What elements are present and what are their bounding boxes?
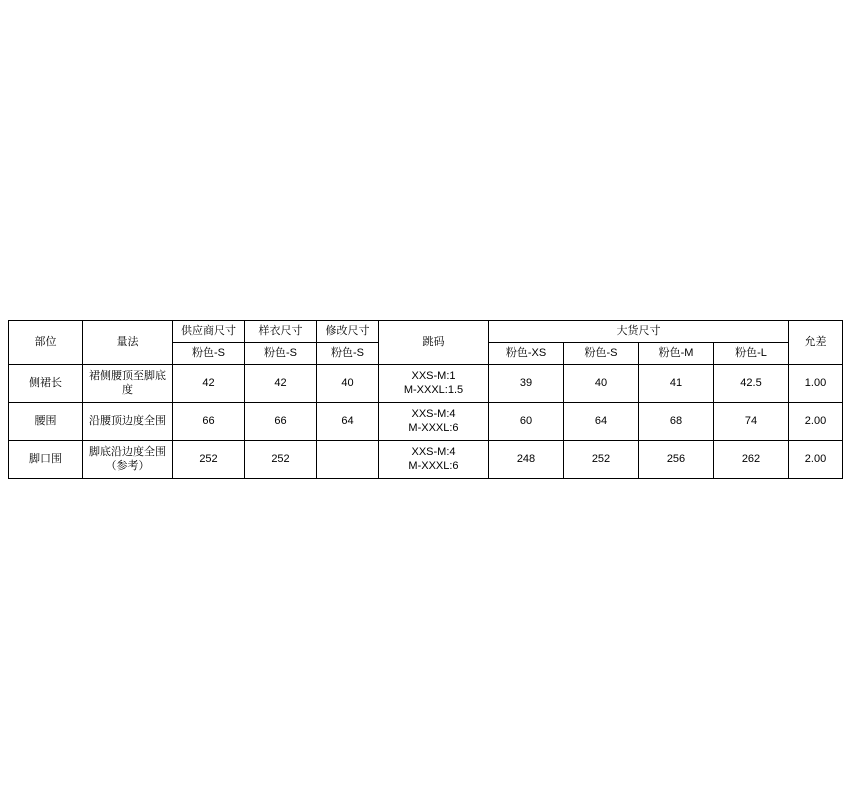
header-supplier-size: 供应商尺寸	[173, 321, 245, 343]
header-bulk-l: 粉色-L	[714, 343, 789, 365]
cell-modified: 40	[317, 365, 379, 403]
header-modified-size: 修改尺寸	[317, 321, 379, 343]
cell-bulk-m: 256	[639, 441, 714, 479]
cell-tolerance: 1.00	[789, 365, 843, 403]
cell-bulk-s: 64	[564, 403, 639, 441]
cell-jump	[379, 403, 489, 441]
cell-sample: 42	[245, 365, 317, 403]
jump-line-2: M-XXXL:6	[408, 459, 459, 472]
cell-method: 沿腰顶边度全围	[83, 403, 173, 441]
cell-bulk-l: 42.5	[714, 365, 789, 403]
jump-line-2: M-XXXL:6	[408, 421, 459, 434]
header-jump: 跳码	[379, 321, 489, 365]
cell-modified: 64	[317, 403, 379, 441]
header-method: 量法	[83, 321, 173, 365]
cell-bulk-m: 68	[639, 403, 714, 441]
header-sample-size: 样衣尺寸	[245, 321, 317, 343]
size-spec-table	[8, 320, 843, 479]
header-sample-color: 粉色-S	[245, 343, 317, 365]
cell-tolerance: 2.00	[789, 403, 843, 441]
cell-bulk-l: 74	[714, 403, 789, 441]
cell-supplier: 252	[173, 441, 245, 479]
table-row	[9, 365, 843, 403]
cell-supplier: 42	[173, 365, 245, 403]
cell-bulk-s: 252	[564, 441, 639, 479]
cell-bulk-xs: 60	[489, 403, 564, 441]
cell-sample: 252	[245, 441, 317, 479]
table-header-row-1	[9, 321, 843, 343]
cell-bulk-xs: 248	[489, 441, 564, 479]
cell-modified	[317, 441, 379, 479]
cell-bulk-s: 40	[564, 365, 639, 403]
cell-part: 脚口围	[9, 441, 83, 479]
cell-supplier: 66	[173, 403, 245, 441]
jump-line-2: M-XXXL:1.5	[403, 383, 464, 396]
header-modified-color: 粉色-S	[317, 343, 379, 365]
table-row	[9, 441, 843, 479]
header-tolerance: 允差	[789, 321, 843, 365]
header-bulk-s: 粉色-S	[564, 343, 639, 365]
jump-line-1: XXS-M:4	[411, 445, 456, 458]
cell-bulk-l: 262	[714, 441, 789, 479]
header-part: 部位	[9, 321, 83, 365]
header-supplier-color: 粉色-S	[173, 343, 245, 365]
cell-method: 脚底沿边度全围（参考）	[83, 441, 173, 479]
header-bulk-size: 大货尺寸	[489, 321, 789, 343]
cell-jump	[379, 441, 489, 479]
jump-line-1: XXS-M:1	[411, 369, 456, 382]
cell-jump	[379, 365, 489, 403]
header-bulk-m: 粉色-M	[639, 343, 714, 365]
cell-bulk-m: 41	[639, 365, 714, 403]
cell-part: 侧裙长	[9, 365, 83, 403]
header-bulk-xs: 粉色-XS	[489, 343, 564, 365]
cell-tolerance: 2.00	[789, 441, 843, 479]
table-row	[9, 403, 843, 441]
cell-bulk-xs: 39	[489, 365, 564, 403]
cell-method: 裙侧腰顶至脚底度	[83, 365, 173, 403]
jump-line-1: XXS-M:4	[411, 407, 456, 420]
cell-sample: 66	[245, 403, 317, 441]
cell-part: 腰围	[9, 403, 83, 441]
spec-table-container	[8, 320, 827, 479]
